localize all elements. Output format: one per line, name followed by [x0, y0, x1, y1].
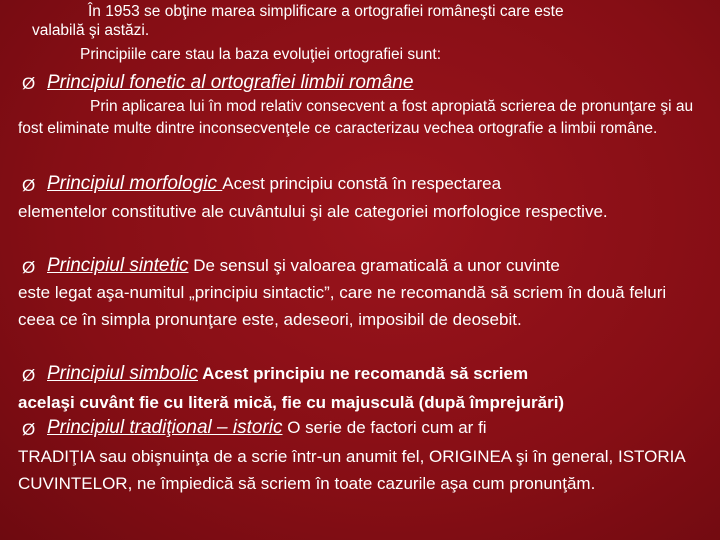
section-inline-simbolic: Acest principiu ne recomandă să scriem	[198, 364, 529, 383]
section-text-morfologic: elementelor constitutive ale cuvântului şi ale categoriei morfologice respective.	[18, 202, 608, 221]
intro-line-1: În 1953 se obţine marea simplificare a ortografiei româneşti care este	[88, 3, 564, 20]
intro-line-3: Principiile care stau la baza evoluţiei ortografiei sunt:	[80, 46, 441, 63]
section-heading-fonetic: Principiul fonetic al ortografiei limbii române	[47, 72, 414, 93]
bullet-arrow-icon: Ø	[22, 258, 36, 277]
section-text-traditional: TRADIŢIA sau obişnuinţa de a scrie într-un anumit fel, ORIGINEA şi în general, ISTORIA CUVINTELOR, ne împiedică să scriem în toate cazurile aşa cum pronunţăm.	[18, 447, 685, 493]
section-text-simbolic: acelaşi cuvânt fie cu literă mică, fie cu majusculă (după împrejurări)	[18, 393, 565, 412]
section-heading-morfologic: Principiul morfologic	[47, 173, 223, 194]
intro-line-2: valabilă şi astăzi.	[32, 22, 150, 39]
section-heading-traditional: Principiul tradiţional – istoric	[47, 417, 283, 438]
section-heading-sintetic: Principiul sintetic	[47, 255, 189, 276]
bullet-arrow-icon: Ø	[22, 420, 36, 439]
section-text-fonetic: Prin aplicarea lui în mod relativ consecvent a fost apropiată scrierea de pronunţare şi au fost eliminate multe dintre inconsecvenţele ce caracterizau vechea ortografie a limbii române.	[18, 98, 694, 137]
section-text-sintetic: este legat aşa-numitul „principiu sintactic”, care ne recomandă să scriem în două feluri ceea ce în simpla pronunţare este, adeseori, imposibil de deosebit.	[18, 283, 667, 329]
section-inline-sintetic: De sensul şi valoarea gramaticală a unor cuvinte	[188, 256, 560, 275]
section-inline-traditional: O serie de factori cum ar fi	[282, 418, 487, 437]
bullet-arrow-icon: Ø	[22, 176, 36, 195]
section-inline-morfologic: Acest principiu constă în respectarea	[222, 174, 502, 193]
section-heading-simbolic: Principiul simbolic	[47, 363, 198, 384]
bullet-arrow-icon: Ø	[22, 366, 36, 385]
bullet-arrow-icon: Ø	[22, 74, 36, 93]
